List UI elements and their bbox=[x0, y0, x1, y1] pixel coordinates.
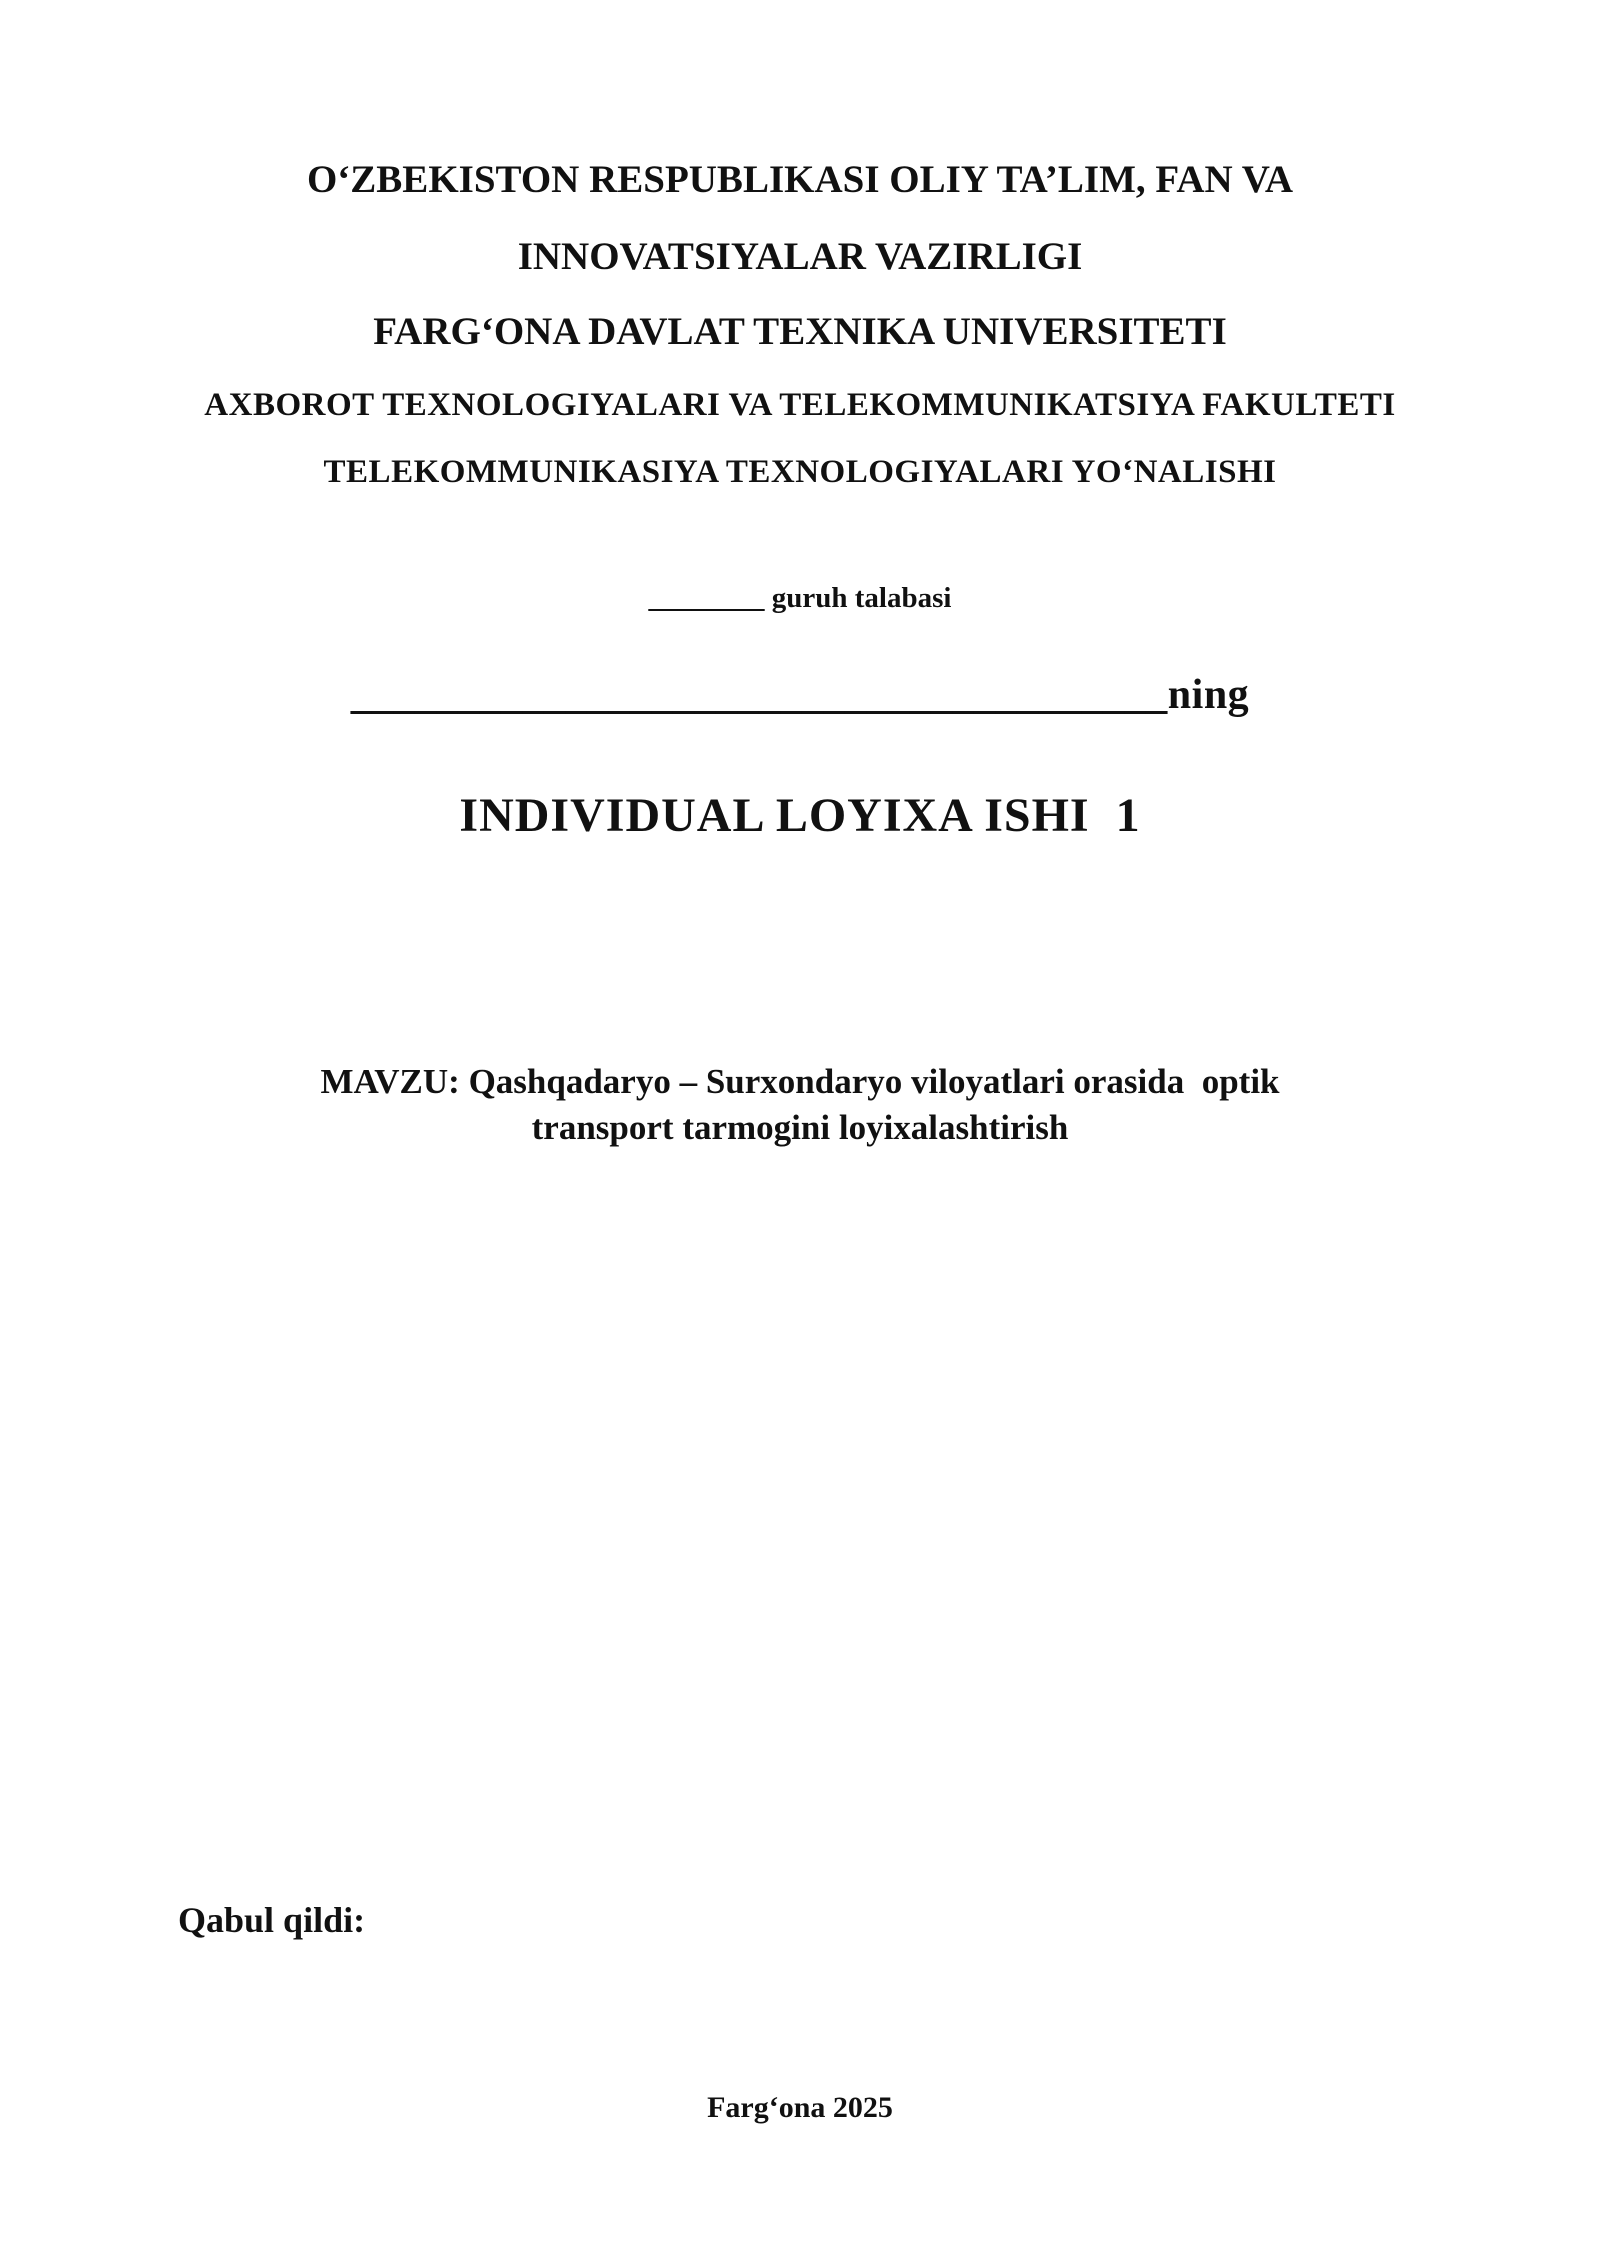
page-title: INDIVIDUAL LOYIXA ISHI 1 bbox=[459, 789, 1141, 842]
accepted-by-label: Qabul qildi: bbox=[178, 1900, 366, 1940]
student-name-blank-line: ______________________________________ning bbox=[350, 672, 1250, 718]
topic-line-2: transport tarmogini loyixalashtirish bbox=[531, 1107, 1069, 1147]
student-block bbox=[0, 584, 1600, 716]
ministry-line-2: INNOVATSIYALAR VAZIRLIGI bbox=[517, 235, 1083, 278]
topic-block bbox=[0, 1059, 1600, 1150]
ministry-line-1: O‘ZBEKISTON RESPUBLIKASI OLIY TA’LIM, FAN VA bbox=[306, 158, 1294, 201]
topic-line-1: MAVZU: Qashqadaryo – Surxondaryo viloyatlari orasida optik bbox=[320, 1062, 1280, 1101]
footer-city-year: Farg‘ona 2025 bbox=[707, 2091, 893, 2124]
direction-name: TELEKOMMUNIKASIYA TEXNOLOGIYALARI YO‘NALISHI bbox=[323, 454, 1277, 490]
faculty-name: AXBOROT TEXNOLOGIYALARI VA TELEKOMMUNIKATSIYA FAKULTETI bbox=[204, 387, 1396, 423]
university-name: FARG‘ONA DAVLAT TEXNIKA UNIVERSITETI bbox=[373, 310, 1227, 353]
group-blank-line: ________ guruh talabasi bbox=[648, 582, 952, 614]
document-header bbox=[0, 0, 1600, 489]
